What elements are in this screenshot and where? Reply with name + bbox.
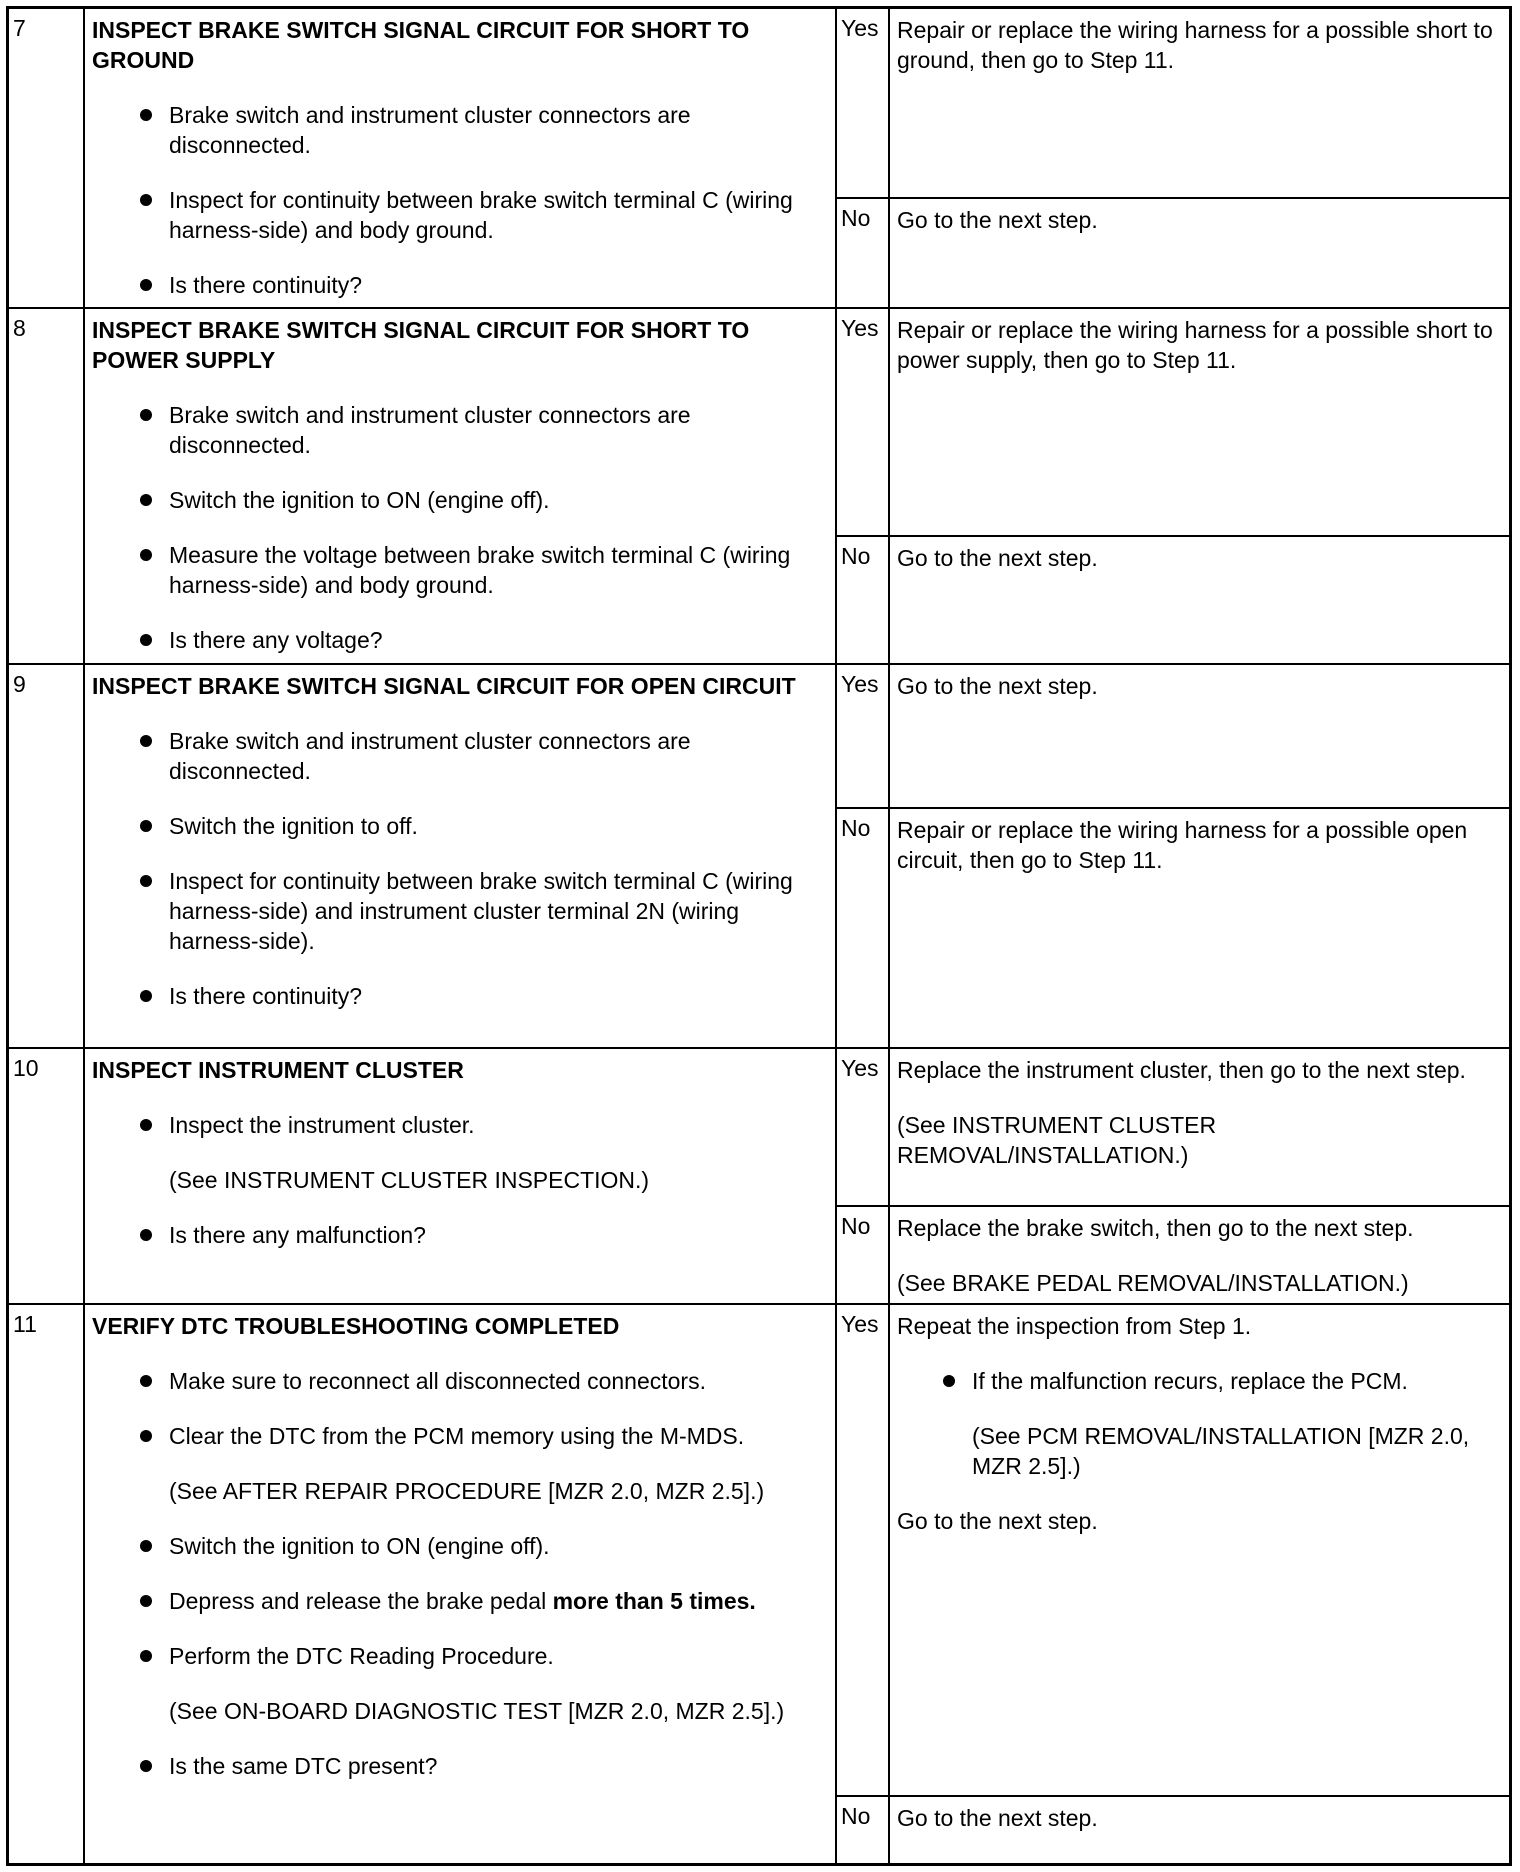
result-no-text xyxy=(890,1207,1509,1303)
result-no-instruction: Repair or replace the wiring harness for a possible open circuit, then go to Step 11. xyxy=(897,817,1468,873)
step-number: 9 xyxy=(9,665,85,1047)
step-row-7 xyxy=(9,9,1509,307)
action-item: Measure the voltage between brake switch terminal C (wiring harness-side) and body ground. xyxy=(92,540,828,600)
result-no-text xyxy=(890,1797,1509,1863)
step-title: INSPECT INSTRUMENT CLUSTER xyxy=(92,1057,464,1083)
result-yes-label: Yes xyxy=(837,665,890,807)
step-row-11 xyxy=(9,1303,1509,1863)
result-no xyxy=(837,535,1509,663)
action-item: Brake switch and instrument cluster connectors are disconnected. xyxy=(92,400,828,460)
reference-note: (See INSTRUMENT CLUSTER INSPECTION.) xyxy=(169,1167,650,1193)
result-yes-text xyxy=(890,309,1509,535)
result-no-instruction: Go to the next step. xyxy=(897,207,1098,233)
result-yes-reference: (See INSTRUMENT CLUSTER REMOVAL/INSTALLATION.) xyxy=(897,1112,1217,1168)
action-item: Is there any malfunction? xyxy=(92,1220,828,1250)
result-yes-text xyxy=(890,9,1509,197)
step-results xyxy=(837,9,1509,307)
step-action xyxy=(85,1049,837,1303)
step-title: VERIFY DTC TROUBLESHOOTING COMPLETED xyxy=(92,1313,620,1339)
result-no-label: No xyxy=(837,809,890,1047)
result-no-text xyxy=(890,537,1509,663)
reference-note: (See ON-BOARD DIAGNOSTIC TEST [MZR 2.0, MZR 2.5].) xyxy=(169,1698,785,1724)
result-no xyxy=(837,1205,1509,1303)
action-item: Perform the DTC Reading Procedure. xyxy=(92,1641,828,1671)
result-yes xyxy=(837,665,1509,807)
action-emphasis-period: . xyxy=(749,1588,756,1614)
step-results xyxy=(837,1049,1509,1303)
result-yes-reference: (See PCM REMOVAL/INSTALLATION [MZR 2.0, MZR 2.5].) xyxy=(972,1423,1470,1479)
result-no-instruction: Go to the next step. xyxy=(897,545,1098,571)
result-yes xyxy=(837,9,1509,197)
result-yes-label: Yes xyxy=(837,1305,890,1795)
result-no-label: No xyxy=(837,1207,890,1303)
step-results xyxy=(837,665,1509,1047)
action-item: Is the same DTC present? xyxy=(92,1751,828,1781)
action-item: Brake switch and instrument cluster connectors are disconnected. xyxy=(92,726,828,786)
step-title: INSPECT BRAKE SWITCH SIGNAL CIRCUIT FOR SHORT TO POWER SUPPLY xyxy=(92,317,750,373)
action-item xyxy=(92,1586,828,1616)
action-item: Inspect the instrument cluster. xyxy=(92,1110,828,1140)
action-item: Inspect for continuity between brake switch terminal C (wiring harness-side) and instrument cluster terminal 2N (wiring harness-side). xyxy=(92,866,828,956)
step-results xyxy=(837,309,1509,663)
step-results xyxy=(837,1305,1509,1863)
step-action xyxy=(85,9,837,307)
action-item: Inspect for continuity between brake switch terminal C (wiring harness-side) and body ground. xyxy=(92,185,828,245)
action-item: Switch the ignition to ON (engine off). xyxy=(92,485,828,515)
result-yes-instruction: Repeat the inspection from Step 1. xyxy=(897,1313,1252,1339)
result-yes-text xyxy=(890,665,1509,807)
result-no-text xyxy=(890,199,1509,307)
result-yes-instruction: Repair or replace the wiring harness for a possible short to ground, then go to Step 11. xyxy=(897,17,1493,73)
result-yes-text xyxy=(890,1305,1509,1795)
result-yes-instruction: Replace the instrument cluster, then go to the next step. xyxy=(897,1057,1466,1083)
result-yes-label: Yes xyxy=(837,9,890,197)
action-item: Switch the ignition to off. xyxy=(92,811,828,841)
result-no-label: No xyxy=(837,537,890,663)
action-text: Depress and release the brake pedal xyxy=(169,1588,553,1614)
result-yes-instruction: Repair or replace the wiring harness for a possible short to power supply, then go to Step 11. xyxy=(897,317,1493,373)
step-number: 7 xyxy=(9,9,85,307)
action-item: Clear the DTC from the PCM memory using the M-MDS. xyxy=(92,1421,828,1451)
result-no xyxy=(837,1795,1509,1863)
diagnostic-table xyxy=(6,6,1512,1866)
result-no xyxy=(837,197,1509,307)
result-no-text xyxy=(890,809,1509,1047)
step-action xyxy=(85,309,837,663)
result-yes-label: Yes xyxy=(837,309,890,535)
action-item: Switch the ignition to ON (engine off). xyxy=(92,1531,828,1561)
step-number: 10 xyxy=(9,1049,85,1303)
result-yes xyxy=(837,309,1509,535)
reference-note: (See AFTER REPAIR PROCEDURE [MZR 2.0, MZR 2.5].) xyxy=(169,1478,765,1504)
action-item: Brake switch and instrument cluster connectors are disconnected. xyxy=(92,100,828,160)
result-yes-label: Yes xyxy=(837,1049,890,1205)
result-yes xyxy=(837,1305,1509,1795)
step-row-10 xyxy=(9,1047,1509,1303)
step-number: 8 xyxy=(9,309,85,663)
action-item: Is there continuity? xyxy=(92,981,828,1011)
result-yes-text xyxy=(890,1049,1509,1205)
action-item: Is there continuity? xyxy=(92,270,828,300)
result-yes-next: Go to the next step. xyxy=(897,1508,1098,1534)
step-action xyxy=(85,1305,837,1863)
result-yes-bullet: If the malfunction recurs, replace the PCM. xyxy=(897,1366,1502,1396)
step-action xyxy=(85,665,837,1047)
step-title: INSPECT BRAKE SWITCH SIGNAL CIRCUIT FOR SHORT TO GROUND xyxy=(92,17,750,73)
action-item: Make sure to reconnect all disconnected connectors. xyxy=(92,1366,828,1396)
step-row-9 xyxy=(9,663,1509,1047)
result-no-label: No xyxy=(837,1797,890,1863)
action-item: Is there any voltage? xyxy=(92,625,828,655)
step-row-8 xyxy=(9,307,1509,663)
step-number: 11 xyxy=(9,1305,85,1863)
result-no-instruction: Replace the brake switch, then go to the next step. xyxy=(897,1215,1414,1241)
action-emphasis: more than 5 times xyxy=(552,1588,750,1614)
step-title: INSPECT BRAKE SWITCH SIGNAL CIRCUIT FOR OPEN CIRCUIT xyxy=(92,673,796,699)
result-yes-instruction: Go to the next step. xyxy=(897,673,1098,699)
result-no xyxy=(837,807,1509,1047)
result-no-reference: (See BRAKE PEDAL REMOVAL/INSTALLATION.) xyxy=(897,1270,1409,1296)
result-no-instruction: Go to the next step. xyxy=(897,1805,1098,1831)
result-no-label: No xyxy=(837,199,890,307)
result-yes xyxy=(837,1049,1509,1205)
